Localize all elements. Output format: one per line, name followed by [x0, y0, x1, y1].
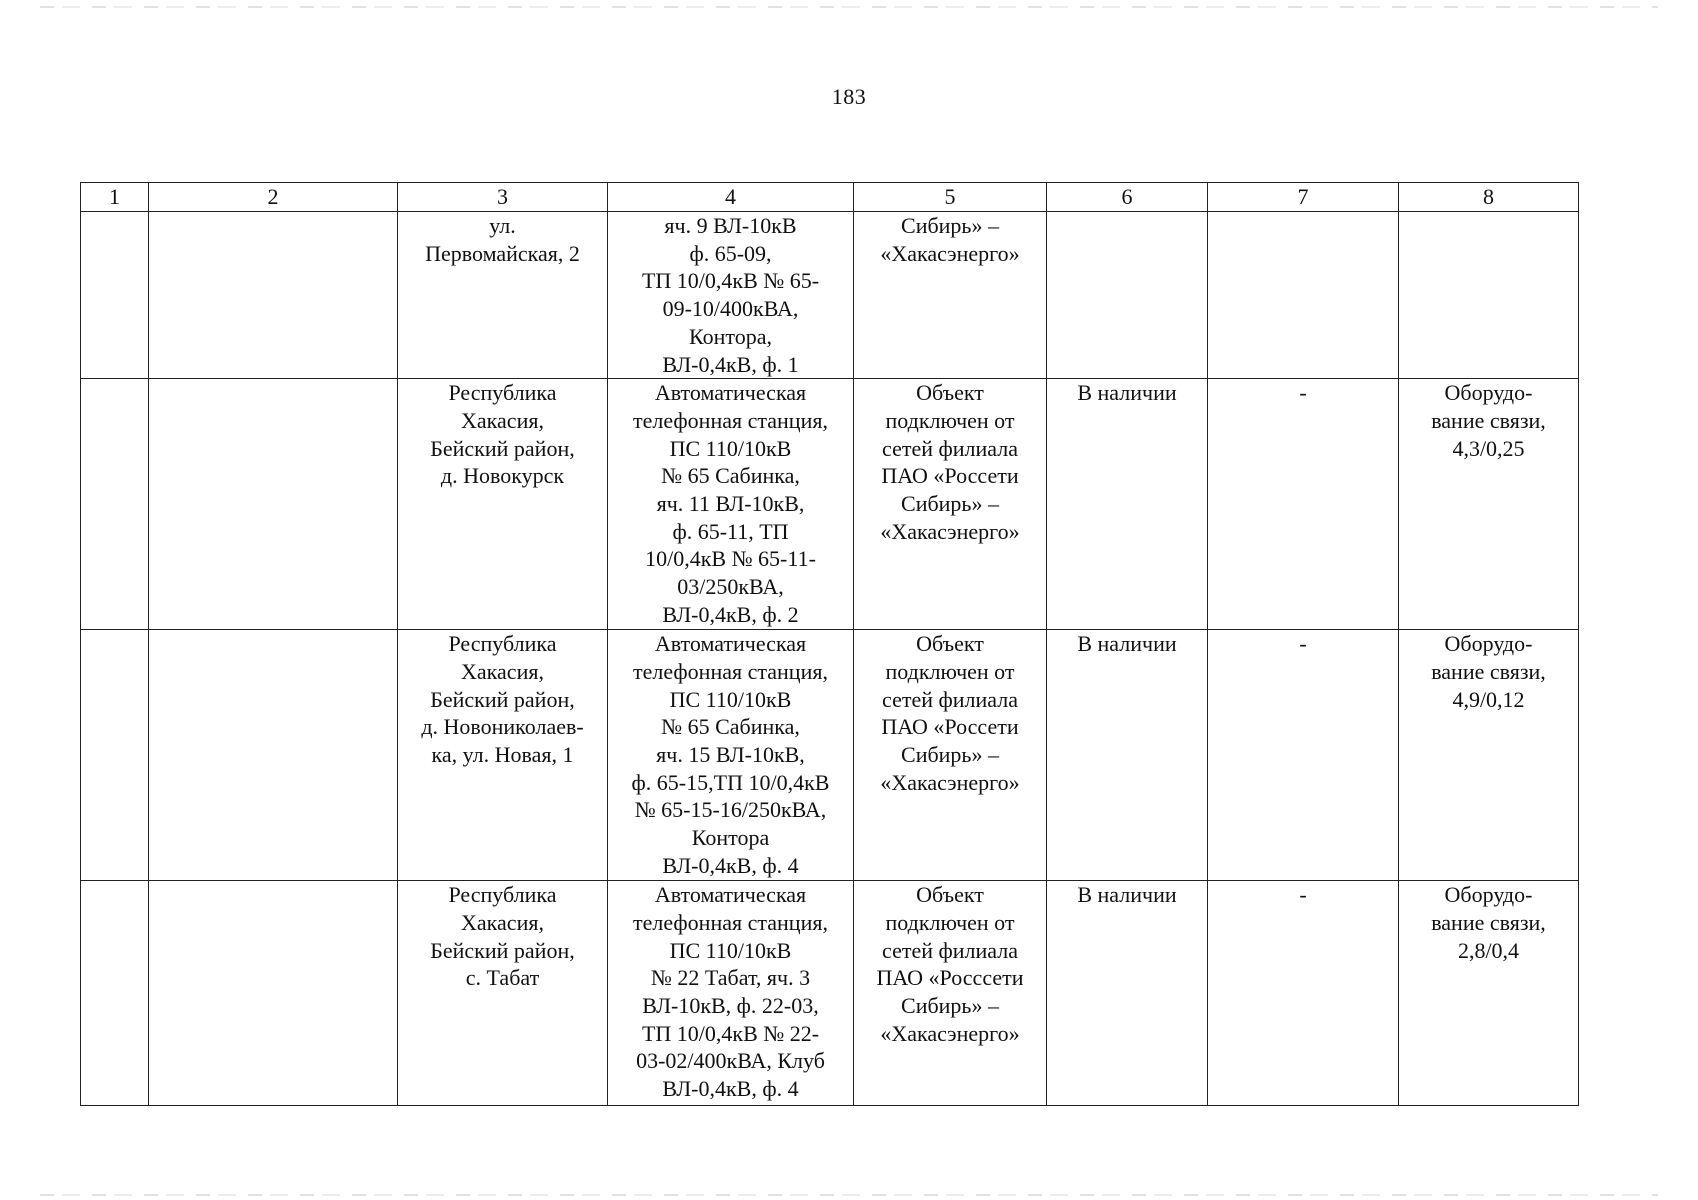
cell-text: Объект подключен от сетей филиала ПАО «Россети Сибирь» – «Хакасэнерго» [880, 380, 1020, 544]
table-cell [854, 881, 1047, 1106]
table-cell [854, 630, 1047, 881]
cell-text: Сибирь» – «Хакасэнерго» [880, 213, 1020, 266]
table-cell [854, 212, 1047, 379]
cell-text: ул. Первомайская, 2 [425, 213, 580, 266]
table-cell [1047, 212, 1208, 379]
table-cell [608, 212, 854, 379]
cell-text: Автоматическая телефонная станция, ПС 110/10кВ № 65 Сабинка, яч. 15 ВЛ-10кВ, ф. 65-15,ТП 10/0,4кВ № 65-15-16/250кВА, Контора ВЛ-0,4кВ, ф. 4 [631, 631, 830, 878]
table-row [81, 212, 1579, 379]
cell-text: В наличии [1077, 631, 1177, 657]
table-cell [149, 630, 398, 881]
table-row [81, 881, 1579, 1106]
cell-text: Автоматическая телефонная станция, ПС 110/10кВ № 65 Сабинка, яч. 11 ВЛ-10кВ, ф. 65-11, ТП 10/0,4кВ № 65-11- 03/250кВА, ВЛ-0,4кВ, ф. 2 [633, 380, 828, 627]
table-cell [608, 630, 854, 881]
table-cell [81, 630, 149, 881]
column-header: 5 [854, 183, 1047, 212]
table-cell [81, 881, 149, 1106]
table-cell [149, 881, 398, 1106]
column-header: 4 [608, 183, 854, 212]
table-cell [1399, 881, 1579, 1106]
cell-text: Объект подключен от сетей филиала ПАО «Росссети Сибирь» – «Хакасэнерго» [876, 882, 1024, 1046]
column-header: 8 [1399, 183, 1579, 212]
table-cell [81, 212, 149, 379]
column-header: 1 [81, 183, 149, 212]
data-table [80, 182, 1579, 1106]
column-header: 7 [1208, 183, 1399, 212]
table-cell [1399, 379, 1579, 630]
table-row [81, 630, 1579, 881]
cell-text: - [1299, 380, 1307, 406]
cell-text: Республика Хакасия, Бейский район, д. Новониколаев- ка, ул. Новая, 1 [421, 631, 584, 768]
cell-text: - [1299, 631, 1307, 657]
table-header-row [81, 183, 1579, 212]
cell-text: Автоматическая телефонная станция, ПС 110/10кВ № 22 Табат, яч. 3 ВЛ-10кВ, ф. 22-03, ТП 10/0,4кВ № 22- 03-02/400кВА, Клуб ВЛ-0,4кВ, ф. 4 [633, 882, 828, 1102]
table-cell [149, 212, 398, 379]
scan-edge-bottom [40, 1194, 1658, 1196]
table-cell [1208, 379, 1399, 630]
column-header: 3 [398, 183, 608, 212]
cell-text: Республика Хакасия, Бейский район, д. Новокурск [430, 380, 575, 489]
cell-text: В наличии [1077, 882, 1177, 908]
table-cell [398, 379, 608, 630]
table-cell [1208, 630, 1399, 881]
table-row [81, 379, 1579, 630]
table-cell [398, 630, 608, 881]
table-cell [1047, 630, 1208, 881]
scan-edge-top [40, 6, 1658, 8]
table-cell [149, 379, 398, 630]
cell-text: - [1299, 882, 1307, 908]
cell-text: Оборудо- вание связи, 4,3/0,25 [1431, 380, 1546, 461]
table-cell [854, 379, 1047, 630]
table-cell [1399, 630, 1579, 881]
table-cell [608, 379, 854, 630]
cell-text: Оборудо- вание связи, 2,8/0,4 [1431, 882, 1546, 963]
table-cell [81, 379, 149, 630]
table-cell [1399, 212, 1579, 379]
column-header: 2 [149, 183, 398, 212]
table-cell [608, 881, 854, 1106]
cell-text: яч. 9 ВЛ-10кВ ф. 65-09, ТП 10/0,4кВ № 65- 09-10/400кВА, Контора, ВЛ-0,4кВ, ф. 1 [641, 213, 820, 377]
column-header: 6 [1047, 183, 1208, 212]
cell-text: В наличии [1077, 380, 1177, 406]
cell-text: Оборудо- вание связи, 4,9/0,12 [1431, 631, 1546, 712]
cell-text: Республика Хакасия, Бейский район, с. Табат [430, 882, 575, 991]
table-cell [1047, 379, 1208, 630]
table-cell [398, 881, 608, 1106]
cell-text: Объект подключен от сетей филиала ПАО «Россети Сибирь» – «Хакасэнерго» [880, 631, 1020, 795]
table-cell [1208, 212, 1399, 379]
table-cell [1208, 881, 1399, 1106]
page-number: 183 [831, 84, 867, 109]
table-cell [398, 212, 608, 379]
table-cell [1047, 881, 1208, 1106]
